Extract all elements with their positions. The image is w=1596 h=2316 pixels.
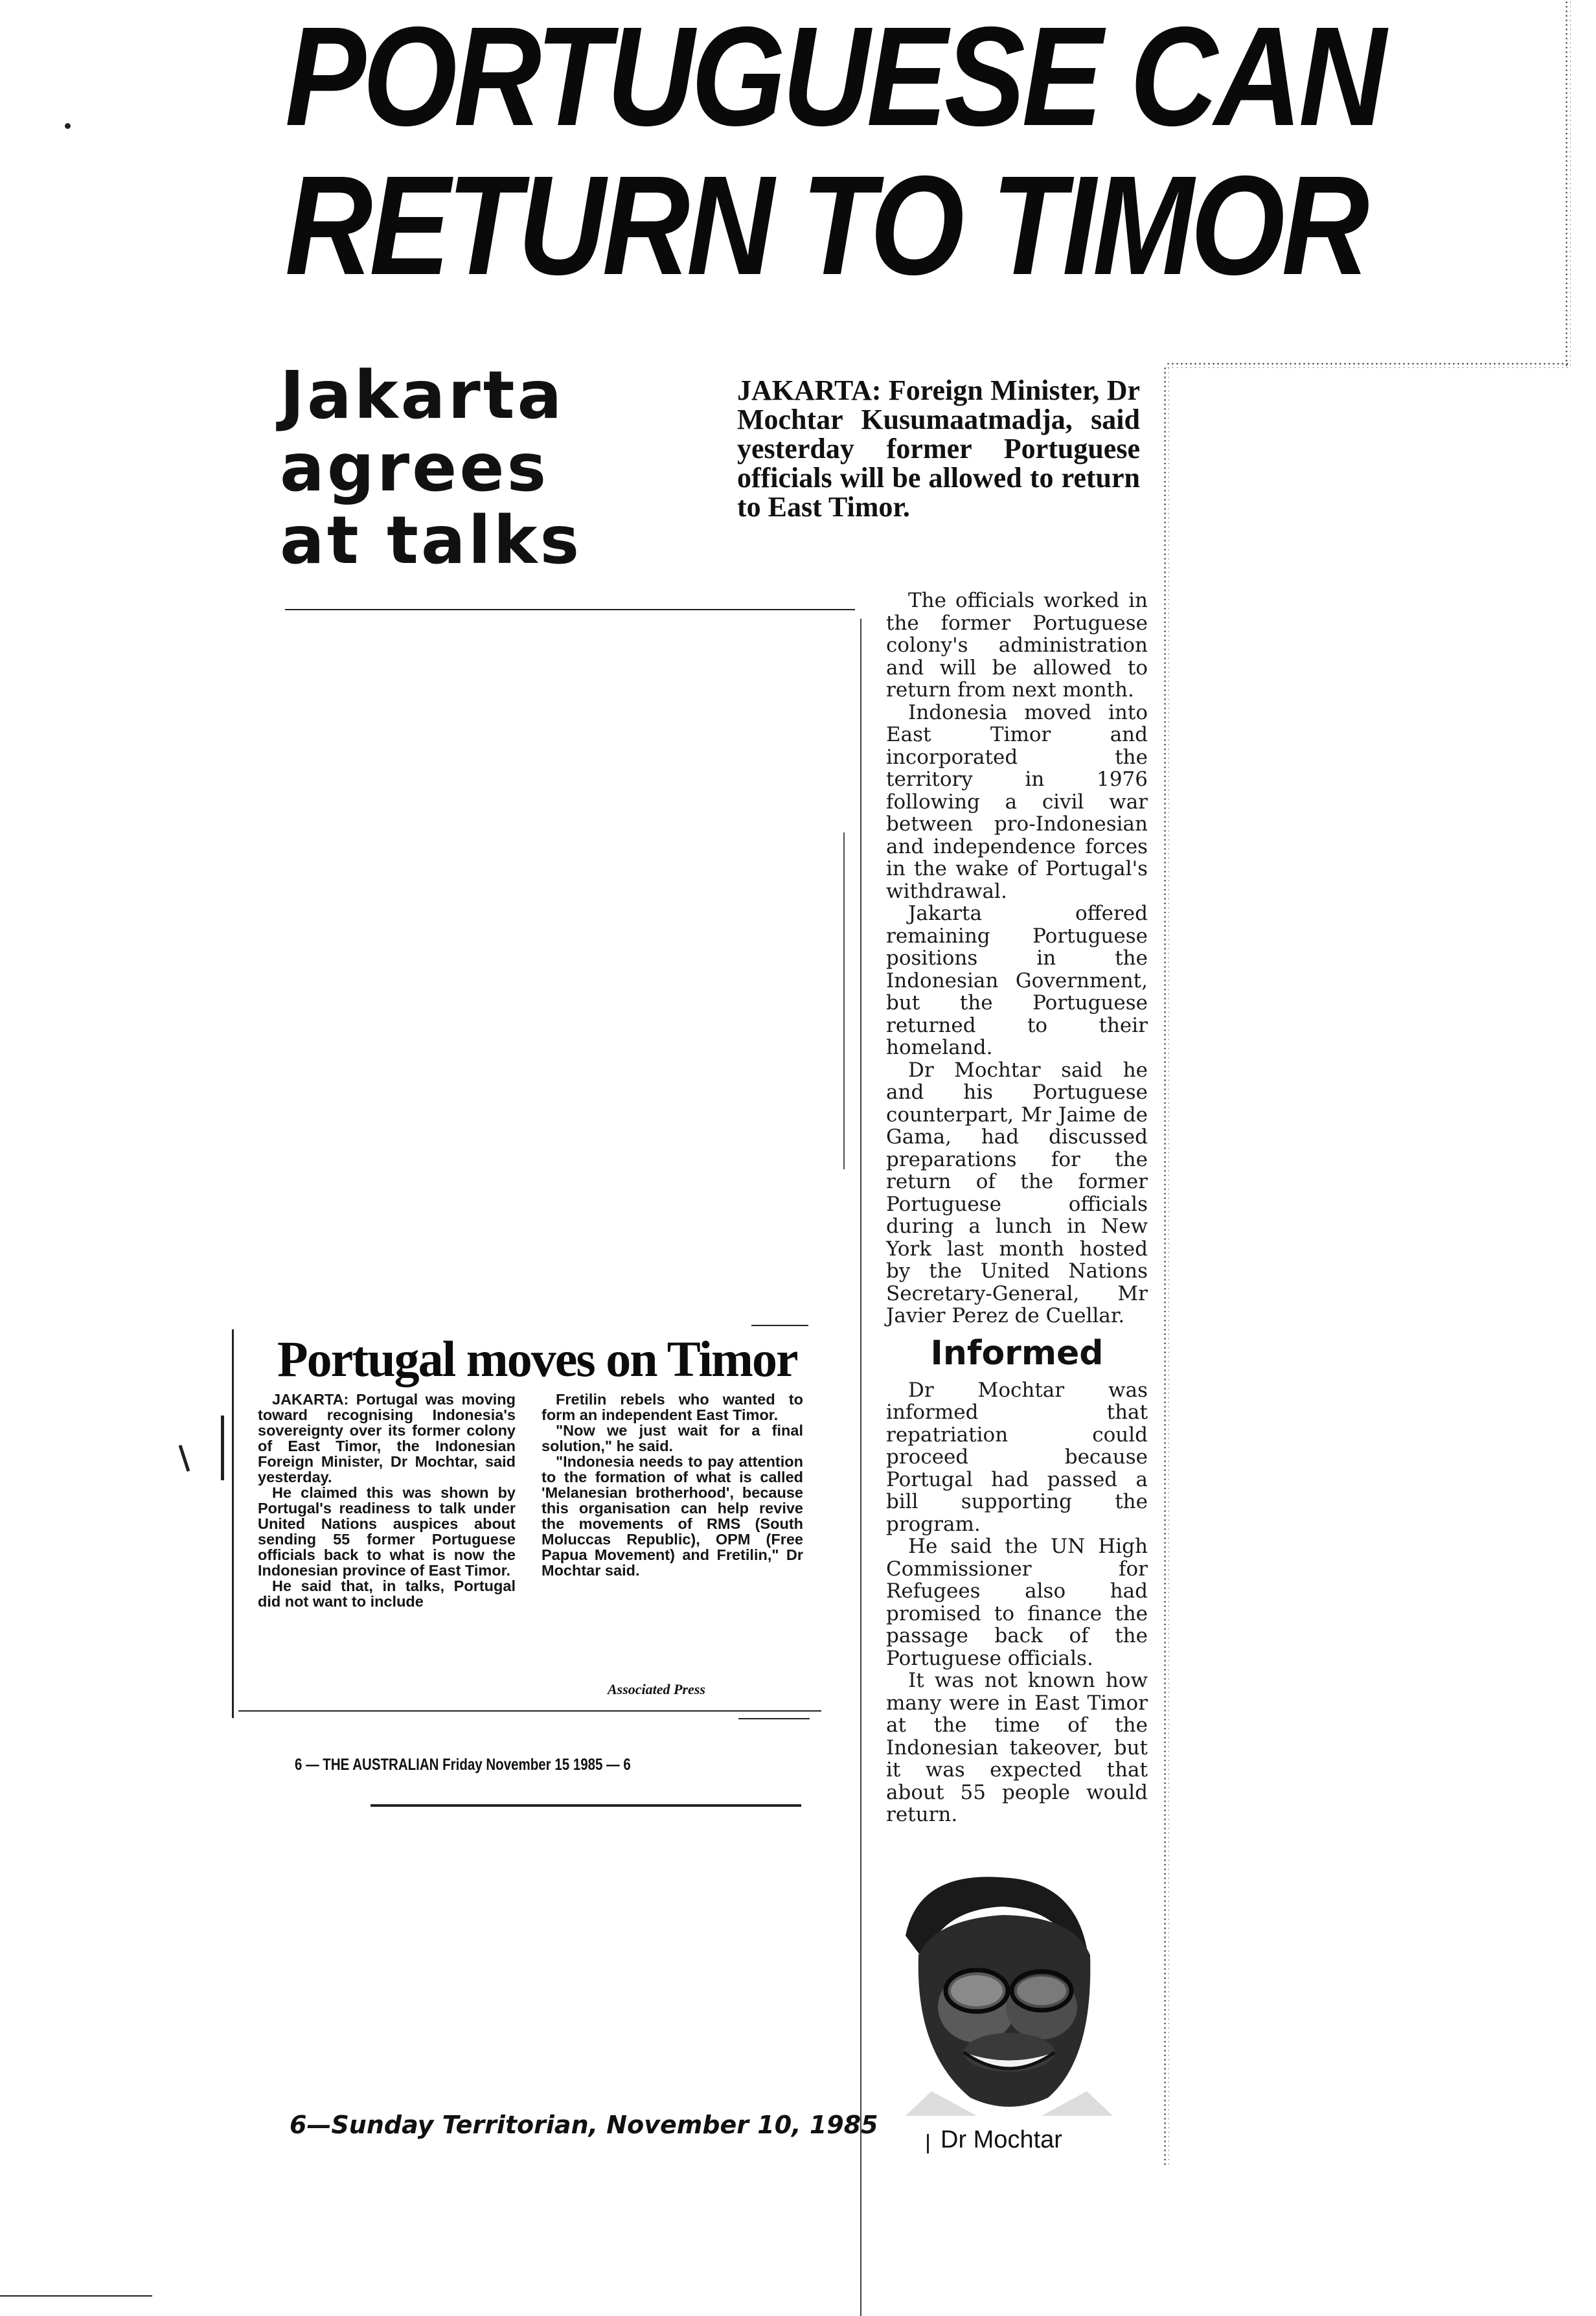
paragraph: He said the UN High Commissioner for Refugees also had promised to finance the passage back of the Portuguese officials. <box>886 1535 1148 1670</box>
paragraph: The officials worked in the former Portuguese colony's administration and will be allowed to return from next month. <box>886 589 1148 702</box>
paragraph: Dr Mochtar was informed that repatriation could proceed because Portugal had passed a bill supporting the program. <box>886 1378 1148 1536</box>
inset-paragraph: He said that, in talks, Portugal did not want to include <box>258 1577 516 1610</box>
bottom-edge-line <box>0 2295 152 2297</box>
subhead-line: agrees <box>280 430 549 507</box>
subhead-line: Jakarta <box>280 357 565 434</box>
portrait-image <box>880 1858 1136 2116</box>
dotted-border-top <box>1166 361 1571 368</box>
inset-paragraph: "Now we just wait for a final solution," he said. <box>542 1422 803 1454</box>
dotted-border-top-right <box>1564 0 1571 366</box>
main-column <box>886 590 1148 1826</box>
dateline-rule <box>370 1804 801 1807</box>
caption-mark <box>927 2134 929 2153</box>
inset-paragraph: Fretilin rebels who wanted to form an independent East Timor. <box>542 1391 803 1423</box>
paragraph: Dr Mochtar said he and his Portuguese counterpart, Mr Jaime de Gama, had discussed preparations for the return of the former Portuguese officials during a lunch in New York last month hosted by the United Nations Secretary-General, Mr Javier Perez de Cuellar. <box>886 1058 1148 1327</box>
dotted-border-right <box>1163 366 1169 2167</box>
portrait-photo <box>880 1858 1136 2116</box>
scan-mark <box>221 1416 224 1480</box>
headline-line-1: PORTUGUESE CAN <box>285 0 1384 155</box>
inset-dateline: 6 — THE AUSTRALIAN Friday November 15 1985 — 6 <box>295 1756 631 1774</box>
paragraph: Indonesia moved into East Timor and incorporated the territory in 1976 following a civil war between pro-Indonesian and independence forces in the wake of Portugal's withdrawal. <box>886 700 1148 903</box>
byline: Associated Press <box>608 1681 705 1697</box>
crosshead: Informed <box>930 1333 1104 1373</box>
horizontal-rule <box>285 609 855 610</box>
inset-column-2 <box>542 1392 803 1578</box>
inset-title: Portugal moves on Timor <box>277 1331 797 1387</box>
scan-mark <box>179 1445 190 1471</box>
paragraph: It was not known how many were in East Timor at the time of the Indonesian takeover, but it was expected that about 55 people would return. <box>886 1669 1148 1826</box>
inset-paragraph: "Indonesia needs to pay attention to the formation of what is called 'Melanesian brotherhood', because this organisation can help revive the movements of RMS (South Moluccas Republic), OPM (Free Papua Movement) and Fretilin," Dr Mochtar said. <box>542 1453 803 1579</box>
inset-bottom-rule-2 <box>738 1718 810 1719</box>
headline <box>285 0 1384 304</box>
column-rule <box>860 619 861 2316</box>
page-dateline: 6—Sunday Territorian, November 10, 1985 <box>290 2111 878 2139</box>
inset-left-rule <box>232 1329 234 1718</box>
inset-bottom-rule <box>238 1710 821 1712</box>
column-rule-short <box>843 832 845 1169</box>
inset-paragraph: JAKARTA: Portugal was moving toward recognising Indonesia's sovereignty over its former colony of East Timor, the Indonesian Foreign Minister, Dr Mochtar, said yesterday. <box>258 1391 516 1485</box>
headline-line-2: RETURN TO TIMOR <box>285 147 1366 304</box>
paragraph: Jakarta offered remaining Portuguese positions in the Indonesian Government, but the Portuguese returned to their homeland. <box>886 902 1148 1059</box>
inset-paragraph: He claimed this was shown by Portugal's readiness to talk under United Nations auspices about sending 55 former Portuguese officials back to what is now the Indonesian province of East Timor. <box>258 1484 516 1579</box>
lead-paragraph: JAKARTA: Foreign Minister, Dr Mochtar Kusumaatmadja, said yesterday former Portuguese officials will be allowed to return to East Timor. <box>737 374 1140 523</box>
subhead <box>280 357 668 579</box>
inset-column-1 <box>258 1392 516 1609</box>
photo-caption: Dr Mochtar <box>940 2126 1062 2153</box>
inset-top-rule <box>751 1325 808 1326</box>
subhead-line: at talks <box>280 502 582 579</box>
scan-speck <box>65 123 71 129</box>
